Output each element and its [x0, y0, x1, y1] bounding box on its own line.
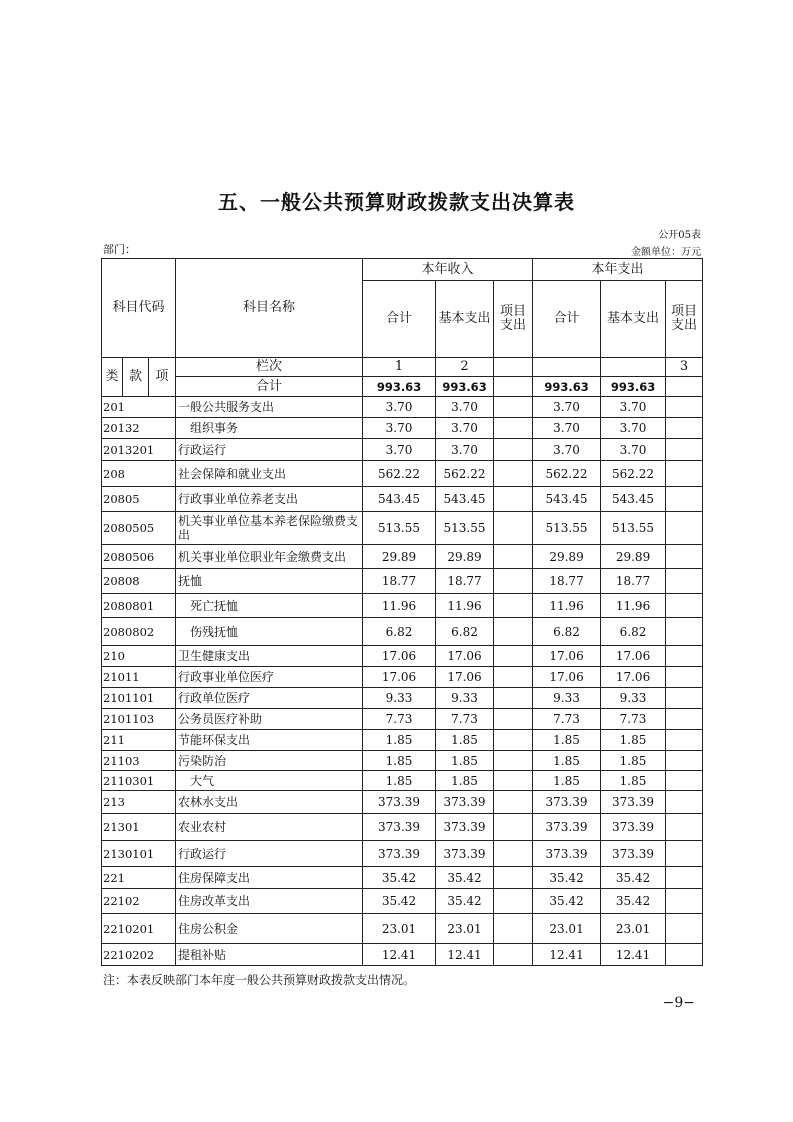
income-total: 23.01	[363, 914, 436, 944]
income-basic: 29.89	[436, 545, 494, 569]
expense-project	[666, 594, 703, 618]
income-total: 11.96	[363, 594, 436, 618]
table-row	[102, 667, 703, 688]
income-basic: 11.96	[436, 594, 494, 618]
income-project	[494, 914, 533, 944]
expense-total: 513.55	[533, 512, 601, 545]
subject-code: 210	[102, 646, 176, 667]
expense-total: 3.70	[533, 397, 601, 418]
income-basic: 3.70	[436, 418, 494, 439]
subject-code: 2210202	[102, 944, 176, 966]
expense-basic: 7.73	[601, 709, 666, 730]
income-project	[494, 618, 533, 646]
expense-project	[666, 867, 703, 889]
header-expense-basic: 基本支出	[601, 281, 666, 358]
expense-project	[666, 688, 703, 709]
expense-basic: 3.70	[601, 439, 666, 461]
income-basic: 6.82	[436, 618, 494, 646]
income-project	[494, 439, 533, 461]
subject-code: 221	[102, 867, 176, 889]
sum-income-total: 993.63	[363, 377, 436, 397]
income-total: 29.89	[363, 545, 436, 569]
expense-total: 1.85	[533, 771, 601, 791]
subject-code: 2210201	[102, 914, 176, 944]
subject-name: 农林水支出	[176, 791, 363, 814]
expense-basic: 3.70	[601, 397, 666, 418]
expense-basic: 1.85	[601, 771, 666, 791]
table-row	[102, 646, 703, 667]
expense-basic: 11.96	[601, 594, 666, 618]
col-index-3: 3	[666, 358, 703, 377]
income-project	[494, 814, 533, 841]
subject-name: 一般公共服务支出	[176, 397, 363, 418]
income-project	[494, 771, 533, 791]
header-income-project: 项目支出	[494, 281, 533, 358]
header-expense-total: 合计	[533, 281, 601, 358]
income-project	[494, 667, 533, 688]
table-row	[102, 418, 703, 439]
unit-label: 金额单位：万元	[631, 247, 701, 258]
income-project	[494, 688, 533, 709]
subject-code: 2080801	[102, 594, 176, 618]
sum-income-basic: 993.63	[436, 377, 494, 397]
income-project	[494, 512, 533, 545]
subject-name: 行政运行	[176, 439, 363, 461]
income-total: 513.55	[363, 512, 436, 545]
income-project	[494, 730, 533, 751]
expense-project	[666, 751, 703, 771]
income-project	[494, 461, 533, 487]
subject-name: 行政单位医疗	[176, 688, 363, 709]
subject-name: 社会保障和就业支出	[176, 461, 363, 487]
subject-name: 抚恤	[176, 569, 363, 594]
income-project	[494, 751, 533, 771]
header-name: 科目名称	[176, 259, 363, 358]
subject-code: 22102	[102, 889, 176, 914]
expense-total: 12.41	[533, 944, 601, 966]
subject-name: 行政事业单位养老支出	[176, 487, 363, 512]
subject-name: 死亡抚恤	[176, 594, 363, 618]
income-total: 562.22	[363, 461, 436, 487]
income-total: 373.39	[363, 841, 436, 867]
income-basic: 1.85	[436, 771, 494, 791]
expense-project	[666, 771, 703, 791]
table-row	[102, 618, 703, 646]
subject-name: 卫生健康支出	[176, 646, 363, 667]
income-total: 18.77	[363, 569, 436, 594]
header-lei: 类	[102, 358, 123, 397]
income-basic: 17.06	[436, 646, 494, 667]
expense-total: 3.70	[533, 439, 601, 461]
expense-total: 3.70	[533, 418, 601, 439]
table-row	[102, 688, 703, 709]
income-project	[494, 889, 533, 914]
income-total: 12.41	[363, 944, 436, 966]
income-basic: 1.85	[436, 730, 494, 751]
subject-name: 住房公积金	[176, 914, 363, 944]
income-basic: 12.41	[436, 944, 494, 966]
expense-project	[666, 461, 703, 487]
expense-project	[666, 439, 703, 461]
income-total: 9.33	[363, 688, 436, 709]
income-basic: 513.55	[436, 512, 494, 545]
income-total: 3.70	[363, 439, 436, 461]
expense-basic: 562.22	[601, 461, 666, 487]
expense-project	[666, 646, 703, 667]
expense-basic: 6.82	[601, 618, 666, 646]
income-basic: 35.42	[436, 889, 494, 914]
expense-basic: 17.06	[601, 667, 666, 688]
header-income-basic: 基本支出	[436, 281, 494, 358]
table-row	[102, 889, 703, 914]
expense-basic: 18.77	[601, 569, 666, 594]
table-row	[102, 814, 703, 841]
income-project	[494, 944, 533, 966]
income-basic: 3.70	[436, 439, 494, 461]
header-expense-project: 项目支出	[666, 281, 703, 358]
expense-basic: 513.55	[601, 512, 666, 545]
table-row	[102, 791, 703, 814]
income-total: 17.06	[363, 646, 436, 667]
subject-code: 21011	[102, 667, 176, 688]
expense-project	[666, 814, 703, 841]
expense-total: 373.39	[533, 841, 601, 867]
expense-project	[666, 914, 703, 944]
income-total: 3.70	[363, 418, 436, 439]
income-basic: 1.85	[436, 751, 494, 771]
expense-project	[666, 841, 703, 867]
table-row	[102, 751, 703, 771]
subject-code: 2080506	[102, 545, 176, 569]
expense-total: 373.39	[533, 791, 601, 814]
expense-project	[666, 487, 703, 512]
income-total: 1.85	[363, 730, 436, 751]
income-project	[494, 487, 533, 512]
income-project	[494, 569, 533, 594]
table-row	[102, 439, 703, 461]
expense-total: 1.85	[533, 751, 601, 771]
subject-name: 大气	[176, 771, 363, 791]
subject-name: 公务员医疗补助	[176, 709, 363, 730]
subject-name: 组织事务	[176, 418, 363, 439]
page-number: −9−	[662, 995, 695, 1011]
expense-project	[666, 944, 703, 966]
expense-total: 17.06	[533, 667, 601, 688]
expense-project	[666, 709, 703, 730]
sum-expense-basic: 993.63	[601, 377, 666, 397]
subject-code: 213	[102, 791, 176, 814]
expense-total: 29.89	[533, 545, 601, 569]
header-income-total: 合计	[363, 281, 436, 358]
expense-project	[666, 545, 703, 569]
income-total: 543.45	[363, 487, 436, 512]
expense-basic: 373.39	[601, 814, 666, 841]
income-basic: 7.73	[436, 709, 494, 730]
income-total: 373.39	[363, 791, 436, 814]
expense-total: 23.01	[533, 914, 601, 944]
header-code: 科目代码	[102, 259, 176, 358]
table-row	[102, 487, 703, 512]
subject-name: 行政运行	[176, 841, 363, 867]
income-basic: 9.33	[436, 688, 494, 709]
subject-name: 住房保障支出	[176, 867, 363, 889]
expense-basic: 9.33	[601, 688, 666, 709]
table-row	[102, 730, 703, 751]
income-project	[494, 791, 533, 814]
income-basic: 562.22	[436, 461, 494, 487]
expense-total: 18.77	[533, 569, 601, 594]
subject-code: 2013201	[102, 439, 176, 461]
subject-name: 住房改革支出	[176, 889, 363, 914]
expense-project	[666, 569, 703, 594]
expense-total: 373.39	[533, 814, 601, 841]
income-project	[494, 418, 533, 439]
footnote: 注：本表反映部门本年度一般公共预算财政拨款支出情况。	[103, 973, 416, 987]
table-row	[102, 867, 703, 889]
header-expense: 本年支出	[533, 259, 703, 281]
income-basic: 3.70	[436, 397, 494, 418]
expense-project	[666, 667, 703, 688]
table-row	[102, 841, 703, 867]
header-xiang: 项	[149, 358, 176, 397]
subject-code: 2080505	[102, 512, 176, 545]
expense-project	[666, 397, 703, 418]
col-index-2: 2	[436, 358, 494, 377]
income-basic: 18.77	[436, 569, 494, 594]
expense-total: 7.73	[533, 709, 601, 730]
income-total: 6.82	[363, 618, 436, 646]
expense-basic: 1.85	[601, 730, 666, 751]
income-project	[494, 594, 533, 618]
table-row	[102, 461, 703, 487]
subject-code: 211	[102, 730, 176, 751]
subject-code: 21103	[102, 751, 176, 771]
form-number: 公开05表	[658, 230, 701, 241]
subject-name: 提租补贴	[176, 944, 363, 966]
subject-name: 伤残抚恤	[176, 618, 363, 646]
subject-name: 农业农村	[176, 814, 363, 841]
income-project	[494, 841, 533, 867]
table-row	[102, 569, 703, 594]
expense-basic: 373.39	[601, 791, 666, 814]
expense-total: 17.06	[533, 646, 601, 667]
page-title: 五、一般公共预算财政拨款支出决算表	[218, 190, 575, 214]
subject-code: 2101101	[102, 688, 176, 709]
expense-basic: 543.45	[601, 487, 666, 512]
income-total: 1.85	[363, 771, 436, 791]
income-basic: 35.42	[436, 867, 494, 889]
subject-code: 2101103	[102, 709, 176, 730]
department-label: 部门：	[103, 243, 136, 256]
subject-code: 2080802	[102, 618, 176, 646]
expense-project	[666, 889, 703, 914]
table-row	[102, 545, 703, 569]
income-basic: 23.01	[436, 914, 494, 944]
income-total: 3.70	[363, 397, 436, 418]
subject-code: 21301	[102, 814, 176, 841]
income-basic: 543.45	[436, 487, 494, 512]
expense-basic: 35.42	[601, 889, 666, 914]
expense-basic: 23.01	[601, 914, 666, 944]
subject-code: 2110301	[102, 771, 176, 791]
subject-name: 节能环保支出	[176, 730, 363, 751]
header-kuan: 款	[123, 358, 149, 397]
subject-name: 行政事业单位医疗	[176, 667, 363, 688]
income-total: 35.42	[363, 867, 436, 889]
expense-project	[666, 730, 703, 751]
income-project	[494, 545, 533, 569]
expense-basic: 29.89	[601, 545, 666, 569]
expense-basic: 373.39	[601, 841, 666, 867]
income-total: 373.39	[363, 814, 436, 841]
income-basic: 17.06	[436, 667, 494, 688]
expense-total: 35.42	[533, 889, 601, 914]
subject-name: 机关事业单位基本养老保险缴费支出	[176, 512, 363, 545]
expense-basic: 35.42	[601, 867, 666, 889]
income-total: 7.73	[363, 709, 436, 730]
header-income: 本年收入	[363, 259, 533, 281]
subject-name: 污染防治	[176, 751, 363, 771]
income-project	[494, 397, 533, 418]
subject-code: 20132	[102, 418, 176, 439]
expense-project	[666, 512, 703, 545]
subject-code: 20805	[102, 487, 176, 512]
expense-basic: 17.06	[601, 646, 666, 667]
income-basic: 373.39	[436, 841, 494, 867]
col-index-1: 1	[363, 358, 436, 377]
subject-code: 208	[102, 461, 176, 487]
sum-label: 合计	[176, 377, 363, 397]
sum-expense-total: 993.63	[533, 377, 601, 397]
table-row	[102, 914, 703, 944]
table-row	[102, 944, 703, 966]
expense-total: 1.85	[533, 730, 601, 751]
expense-basic: 3.70	[601, 418, 666, 439]
subject-name: 机关事业单位职业年金缴费支出	[176, 545, 363, 569]
table-row	[102, 771, 703, 791]
expense-project	[666, 618, 703, 646]
subject-code: 2130101	[102, 841, 176, 867]
expenditure-table	[101, 258, 703, 966]
table-row	[102, 709, 703, 730]
header-lanci: 栏次	[176, 358, 363, 377]
table-row	[102, 594, 703, 618]
income-project	[494, 709, 533, 730]
table-row	[102, 397, 703, 418]
expense-total: 543.45	[533, 487, 601, 512]
expense-total: 6.82	[533, 618, 601, 646]
expense-project	[666, 418, 703, 439]
income-total: 35.42	[363, 889, 436, 914]
expense-basic: 1.85	[601, 751, 666, 771]
subject-code: 201	[102, 397, 176, 418]
expense-total: 35.42	[533, 867, 601, 889]
table-row	[102, 512, 703, 545]
income-project	[494, 867, 533, 889]
income-basic: 373.39	[436, 814, 494, 841]
expense-total: 562.22	[533, 461, 601, 487]
expense-basic: 12.41	[601, 944, 666, 966]
expense-total: 9.33	[533, 688, 601, 709]
income-total: 1.85	[363, 751, 436, 771]
subject-code: 20808	[102, 569, 176, 594]
expense-project	[666, 791, 703, 814]
income-project	[494, 646, 533, 667]
income-basic: 373.39	[436, 791, 494, 814]
income-total: 17.06	[363, 667, 436, 688]
expense-total: 11.96	[533, 594, 601, 618]
